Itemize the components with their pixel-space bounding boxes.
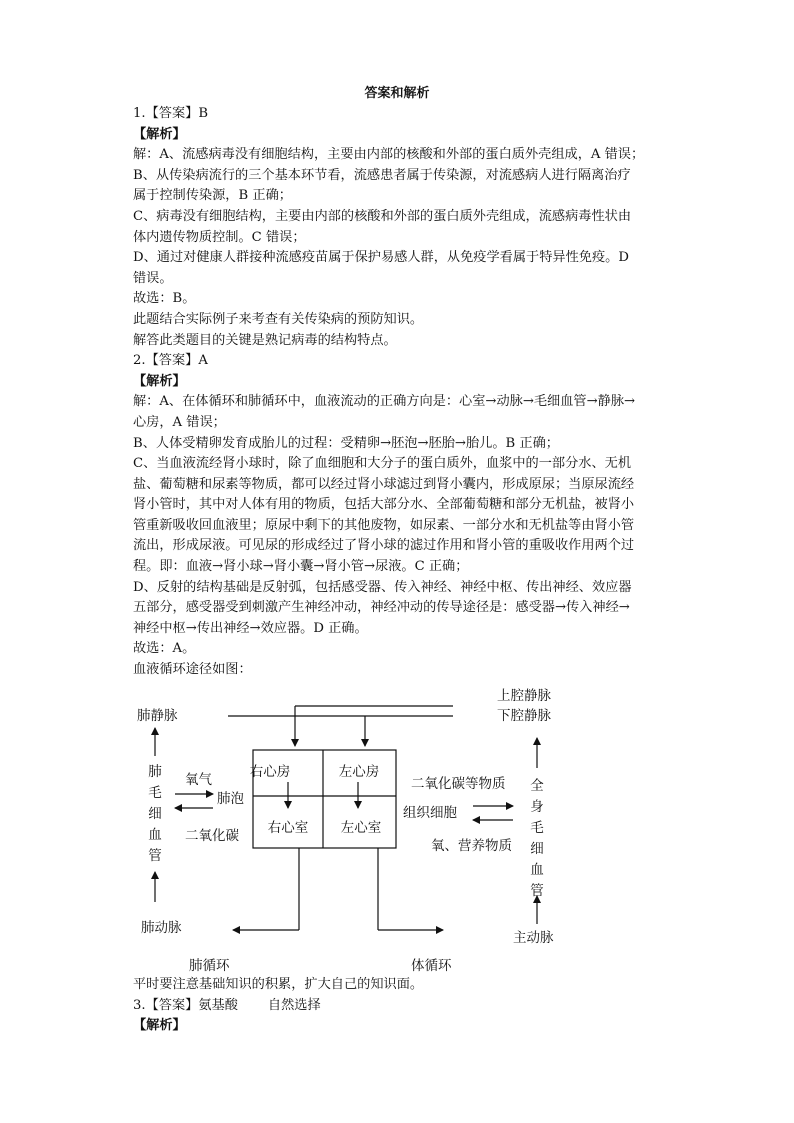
section-heading: 【解析】	[133, 373, 186, 389]
text-line: 解：A、流感病毒没有细胞结构，主要由内部的核酸和外部的蛋白质外壳组成，A 错误；	[133, 147, 645, 163]
answer-3-value-1: 氨基酸	[198, 997, 238, 1013]
page-title: 答案和解析	[364, 86, 430, 101]
aorta-label: 主动脉	[513, 930, 554, 946]
text-line: 五部分，感受器受到刺激产生神经冲动，神经冲动的传导途径是：感受器→传入神经→	[133, 600, 630, 616]
text-line: 1.【答案】B	[133, 106, 209, 121]
systemic-circulation-label: 体循环	[411, 958, 452, 974]
text-line: 此题结合实际例子来考查有关传染病的预防知识。	[133, 311, 424, 327]
vertical-char: 全	[530, 778, 544, 794]
vertical-char: 毛	[148, 785, 162, 801]
text-line: 心房，A 错误；	[133, 414, 226, 430]
text-line: B、人体受精卵发育成胎儿的过程：受精卵→胚泡→胚胎→胎儿。B 正确；	[133, 435, 559, 451]
answer-3-line	[133, 996, 673, 1017]
left-atrium-label: 左心房	[338, 764, 380, 780]
alveoli-label: 肺泡	[217, 791, 244, 807]
pulmonary-circulation-label: 肺循环	[189, 958, 230, 974]
vertical-char: 血	[148, 827, 162, 843]
text-line: D、反射的结构基础是反射弧，包括感受器、传入神经、神经中枢、传出神经、效应器	[133, 579, 632, 595]
text-line: 管重新吸收回血液里；原尿中剩下的其他废物，如尿素、一部分水和无机盐等由肾小管	[133, 517, 635, 533]
text-line: C、病毒没有细胞结构，主要由内部的核酸和外部的蛋白质外壳组成，流感病毒性状由	[133, 208, 632, 224]
text-line: B、从传染病流行的三个基本环节看，流感患者属于传染源，对流感病人进行隔离治疗	[133, 167, 631, 183]
text-line: 血液循环途径如图：	[133, 662, 252, 678]
right-ventricle-label: 右心室	[267, 820, 309, 836]
text-line: 肾小管时，其中对人体有用的物质，包括大部分水、全部葡萄糖和部分无机盐，被肾小	[133, 497, 635, 513]
text-line: 神经中枢→传出神经→效应器。D 正确。	[133, 620, 368, 636]
co2-etc-label: 二氧化碳等物质	[411, 776, 506, 792]
pulmonary-vein-label: 肺静脉	[137, 708, 178, 724]
text-line: 故选：A。	[133, 641, 196, 657]
text-line: 流出，形成尿液。可见尿的形成经过了肾小球的滤过作用和肾小管的重吸收作用两个过	[133, 538, 635, 554]
answer-3-prefix: 3.【答案】	[133, 997, 199, 1013]
vertical-char: 管	[148, 848, 162, 864]
text-line: 解：A、在体循环和肺循环中，血液流动的正确方向是：心室→动脉→毛细血管→静脉→	[133, 394, 636, 410]
answer-tail	[133, 975, 673, 1037]
co2-label: 二氧化碳	[185, 828, 239, 844]
text-line: 故选：B。	[133, 291, 196, 307]
section-heading: 【解析】	[133, 126, 186, 142]
vertical-char: 血	[530, 862, 544, 878]
vertical-char: 身	[530, 799, 544, 815]
oxygen-label: 氧气	[185, 772, 212, 788]
vertical-char: 细	[530, 841, 544, 857]
text-line: 2.【答案】A	[133, 353, 208, 369]
systemic-capillary-label	[530, 778, 544, 899]
vertical-char: 肺	[148, 764, 162, 780]
vertical-char: 细	[148, 806, 162, 822]
text-line: D、通过对健康人群接种流感疫苗属于保护易感人群，从免疫学看属于特异性免疫。D	[133, 250, 629, 266]
pulmonary-capillary-label	[148, 763, 162, 864]
left-ventricle-label: 左心室	[340, 820, 382, 836]
tissue-cells-label: 组织细胞	[403, 805, 457, 821]
analysis-3-heading: 【解析】	[133, 1018, 186, 1034]
text-line: 属于控制传染源，B 正确；	[133, 188, 292, 204]
vertical-char: 管	[530, 883, 544, 899]
blood-circulation-diagram	[133, 684, 593, 979]
text-line: 盐、葡萄糖和尿素等物质，都可以经过肾小球滤过到肾小囊内，形成原尿；当原尿流经	[133, 476, 635, 492]
text-line: C、当血液流经肾小球时，除了血细胞和大分子的蛋白质外，血浆中的一部分水、无机	[133, 456, 632, 472]
text-line: 错误。	[133, 270, 173, 286]
text-line: 程。即：血液→肾小球→肾小囊→肾小管→尿液。C 正确；	[133, 559, 469, 575]
oxygen-nutrients-label: 氧、营养物质	[431, 838, 512, 854]
answer-body	[133, 104, 673, 681]
answer-3-value-2: 自然选择	[267, 997, 321, 1013]
text-line: 解答此类题目的关键是熟记病毒的结构特点。	[133, 332, 397, 348]
pulmonary-artery-label: 肺动脉	[141, 920, 182, 936]
right-atrium-label: 右心房	[249, 764, 291, 780]
superior-vena-cava-label: 上腔静脉	[497, 688, 551, 704]
vertical-char: 毛	[530, 820, 544, 836]
text-line: 平时要注意基础知识的积累，扩大自己的知识面。	[133, 977, 424, 992]
text-line: 体内遗传物质控制。C 错误；	[133, 229, 306, 245]
inferior-vena-cava-label: 下腔静脉	[497, 708, 551, 724]
